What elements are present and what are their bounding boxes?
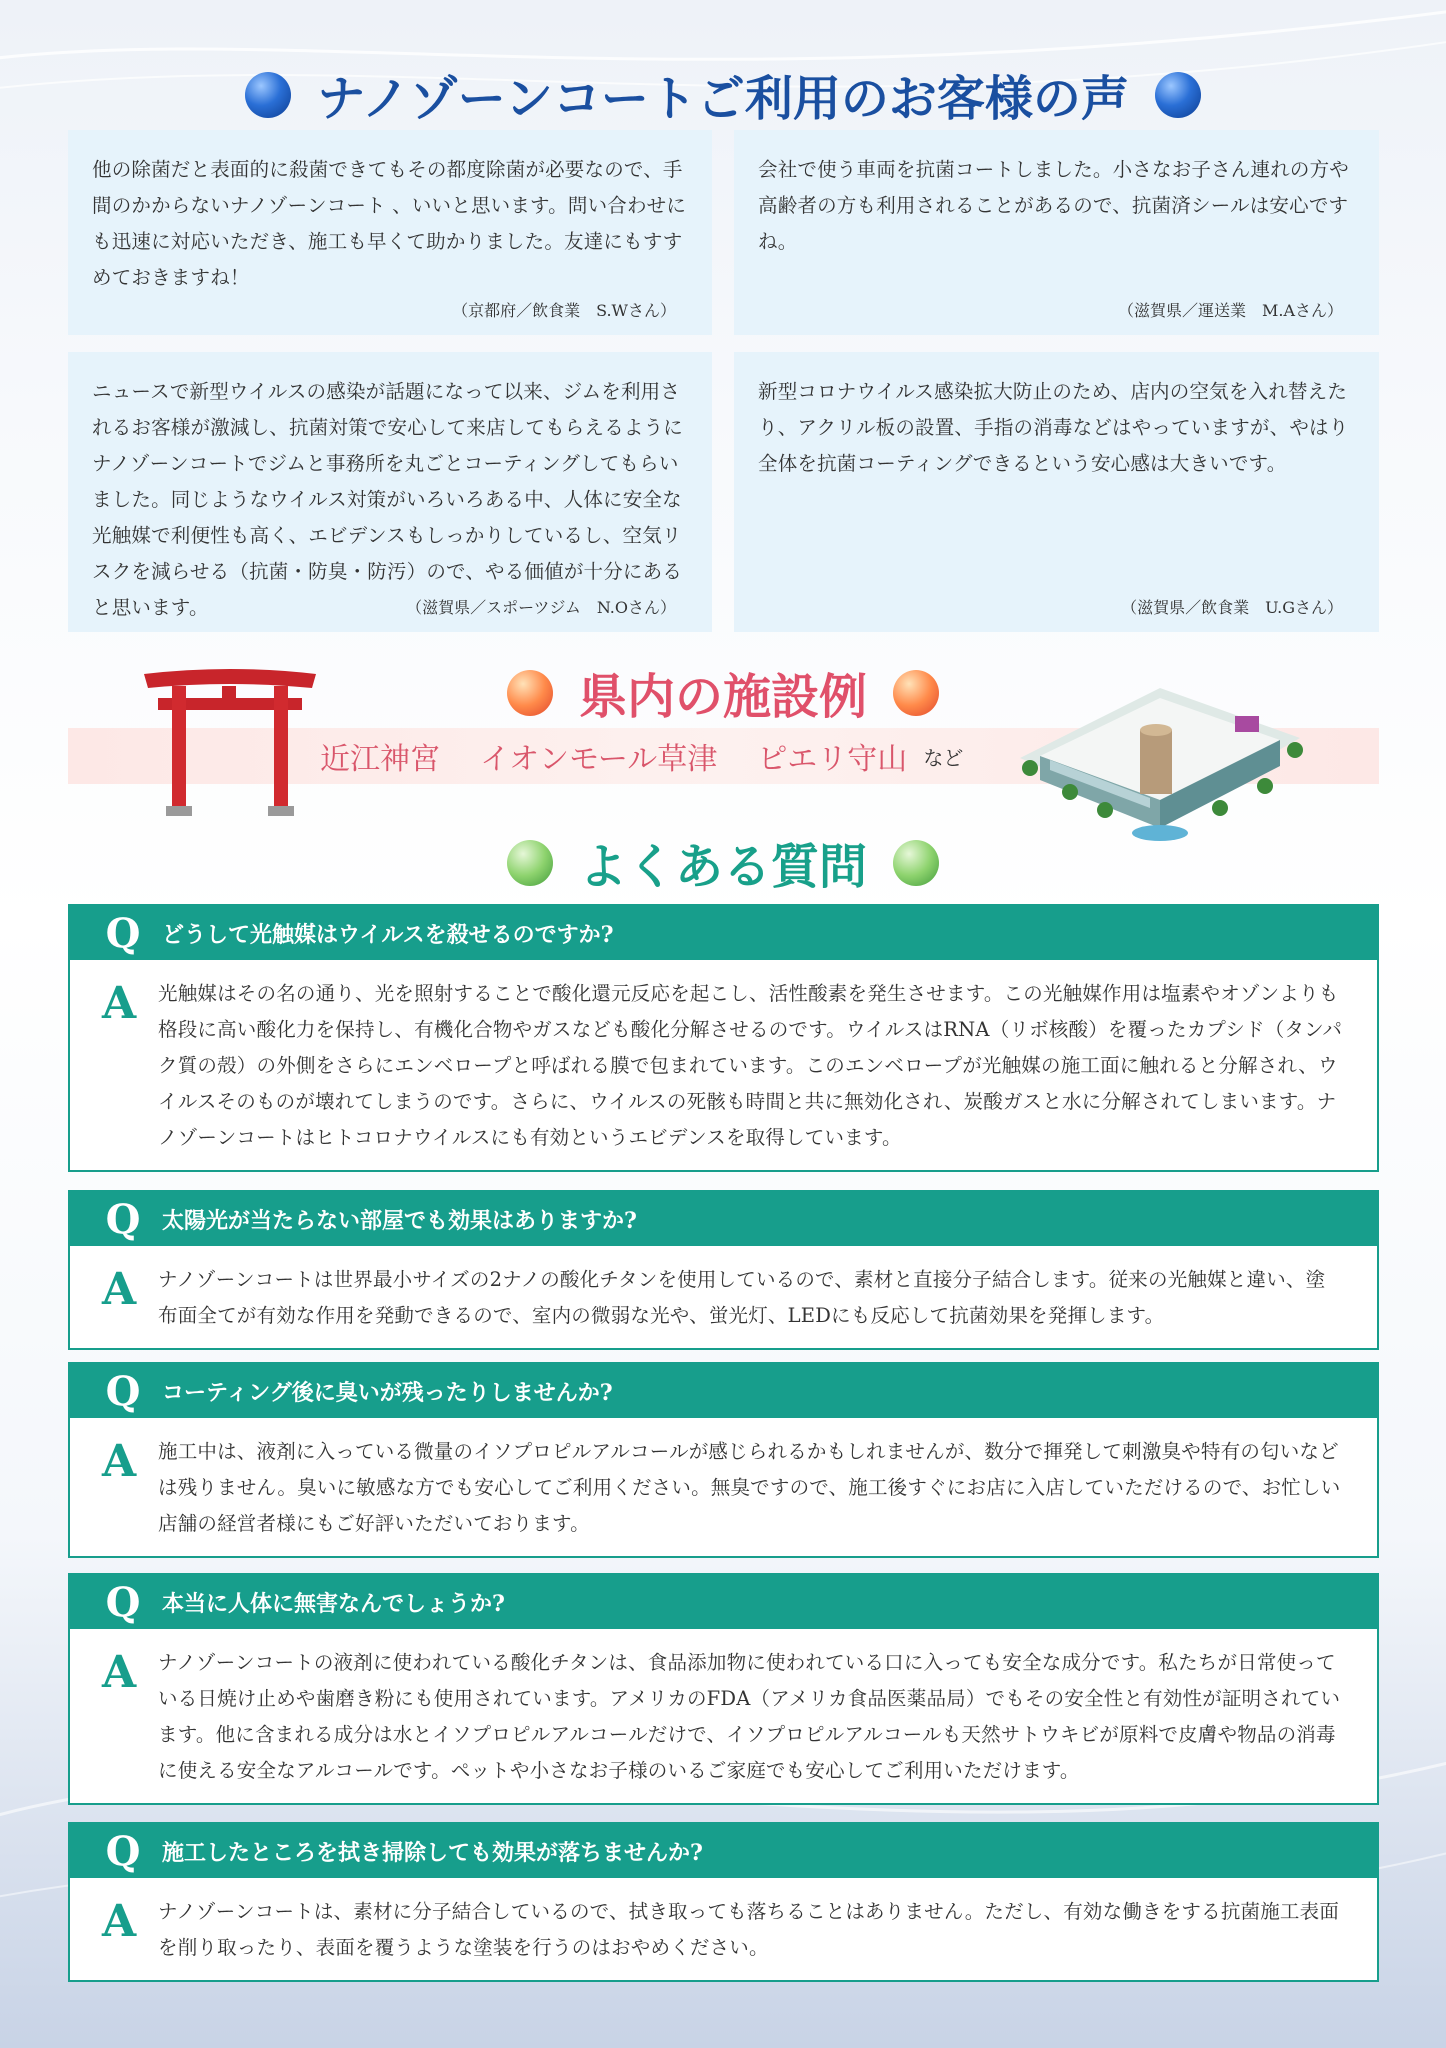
testimonial-card [68,130,712,335]
faq-answer-box [70,1629,1377,1803]
faq-answer: ナノゾーンコートは世界最小サイズの2ナノの酸化チタンを使用しているので、素材と直接分子結合します。従来の光触媒と違い、塗布面全てが有効な作用を発動できるので、室内の微弱な光や、蛍光灯、LEDにも反応して抗菌効果を発揮します。 [158,1268,1326,1327]
facilities-suffix: など [923,745,964,770]
a-mark: A [102,1647,137,1698]
shopping-mall-illustration [1010,668,1310,844]
faq-answer: 施工中は、液剤に入っている微量のイソプロピルアルコールが感じられるかもしれませんが、数分で揮発して刺激臭や特有の匂いなどは残りません。臭いに敏感な方でも安心してご利用ください。無臭ですので、施工後すぐにお店に入店していただけるので、お忙しい店舗の経営者様にもご好評いただいております。 [158,1440,1341,1535]
faq-question: 本当に人体に無害なんでしょうか? [162,1590,505,1617]
q-mark: Q [105,909,141,957]
faq-item [68,1573,1379,1805]
faq-item [68,904,1379,1172]
a-mark: A [102,1264,137,1315]
facilities-title: 県内の施設例 [578,669,867,725]
faq-answer-box [70,1878,1377,1980]
faq-answer-box [70,1418,1377,1556]
testimonials-title: ナノゾーンコートご利用のお客様の声 [317,71,1129,127]
testimonial-text: 他の除菌だと表面的に殺菌できてもその都度除菌が必要なので、手間のかからないナノゾーンコート 、いいと思います。問い合わせにも迅速に対応いただき、施工も早くて助かりました。友達にもすすめておきますね！ [92,158,687,289]
testimonial-author: （滋賀県／スポーツジム N.Oさん） [406,598,676,617]
faq-question-bar [70,1575,1377,1629]
faq-title-row [0,828,1446,897]
blue-ball-icon [1155,72,1201,118]
orange-ball-icon [893,670,939,716]
faq-item [68,1190,1379,1350]
testimonial-card [68,352,712,632]
faq-item [68,1822,1379,1982]
faq-answer: ナノゾーンコートは、素材に分子結合しているので、拭き取っても落ちることはありません。ただし、有効な働きをする抗菌施工表面を削り取ったり、表面を覆うような塗装を行うのはおやめください。 [158,1900,1340,1959]
faq-question-bar [70,1192,1377,1246]
faq-answer-box [70,1246,1377,1348]
faq-answer-box [70,960,1377,1170]
faq-answer: ナノゾーンコートの液剤に使われている酸化チタンは、食品添加物に使われている口に入っても安全な成分です。私たちが日常使っている日焼け止めや歯磨き粉にも使用されています。アメリカのFDA（アメリカ食品医薬品局）でもその安全性と有効性が証明されています。他に含まれる成分は水とイソプロピルアルコールだけで、イソプロピルアルコールも天然サトウキビが原料で皮膚や物品の消毒に使える安全なアルコールです。ペットや小さなお子様のいるご家庭でも安心してご利用いただけます。 [158,1651,1341,1782]
q-mark: Q [105,1367,141,1415]
testimonial-author: （京都府／飲食業 S.Wさん） [452,301,676,320]
q-mark: Q [105,1578,141,1626]
testimonial-text: 会社で使う車両を抗菌コートしました。小さなお子さん連れの方や高齢者の方も利用されることがあるので、抗菌済シールは安心ですね。 [758,158,1350,253]
faq-question: 太陽光が当たらない部屋でも効果はありますか? [162,1207,637,1234]
testimonial-author: （滋賀県／飲食業 U.Gさん） [1121,598,1343,617]
facility-name: ピエリ守山 [757,742,908,777]
faq-title: よくある質問 [578,839,867,895]
faq-question: どうして光触媒はウイルスを殺せるのですか? [162,921,614,948]
a-mark: A [102,1896,137,1947]
green-ball-icon [893,840,939,886]
orange-ball-icon [507,670,553,716]
testimonials-title-row [0,60,1446,129]
facilities-list [320,730,963,782]
faq-item [68,1362,1379,1558]
q-mark: Q [105,1827,141,1875]
blue-ball-icon [245,72,291,118]
testimonial-card [734,130,1379,335]
q-mark: Q [105,1195,141,1243]
testimonial-text: ニュースで新型ウイルスの感染が話題になって以来、ジムを利用されるお客様が激減し、抗菌対策で安心して来店してもらえるようにナノゾーンコートでジムと事務所を丸ごとコーティングしてもらいました。同じようなウイルス対策がいろいろある中、人体に安全な光触媒で利便性も高く、エビデンスもしっかりしているし、空気リスクを減らせる（抗菌・防臭・防汚）ので、やる価値が十分にあると思います。 [92,380,684,619]
testimonial-author: （滋賀県／運送業 M.Aさん） [1117,301,1343,320]
green-ball-icon [507,840,553,886]
faq-answer: 光触媒はその名の通り、光を照射することで酸化還元反応を起こし、活性酸素を発生させます。この光触媒作用は塩素やオゾンよりも格段に高い酸化力を保持し、有機化合物やガスなども酸化分解させるのです。ウイルスはRNA（リボ核酸）を覆ったカプシド（タンパク質の殻）の外側をさらにエンベロープと呼ばれる膜で包まれています。このエンベロープが光触媒の施工面に触れると分解され、ウイルスそのものが壊れてしまうのです。さらに、ウイルスの死骸も時間と共に無効化され、炭酸ガスと水に分解されてしまいます。ナノゾーンコートはヒトコロナウイルスにも有効というエビデンスを取得しています。 [158,982,1343,1149]
facility-name: イオンモール草津 [480,742,718,777]
faq-question: 施工したところを拭き掃除しても効果が落ちませんか? [162,1839,703,1866]
facility-name: 近江神宮 [320,742,440,777]
testimonial-card [734,352,1379,632]
a-mark: A [102,978,137,1029]
faq-question-bar [70,1824,1377,1878]
faq-question: コーティング後に臭いが残ったりしませんか? [162,1379,613,1406]
testimonial-text: 新型コロナウイルス感染拡大防止のため、店内の空気を入れ替えたり、アクリル板の設置、手指の消毒などはやっていますが、やはり全体を抗菌コーティングできるという安心感は大きいです。 [758,380,1349,475]
faq-question-bar [70,1364,1377,1418]
a-mark: A [102,1436,137,1487]
faq-question-bar [70,906,1377,960]
